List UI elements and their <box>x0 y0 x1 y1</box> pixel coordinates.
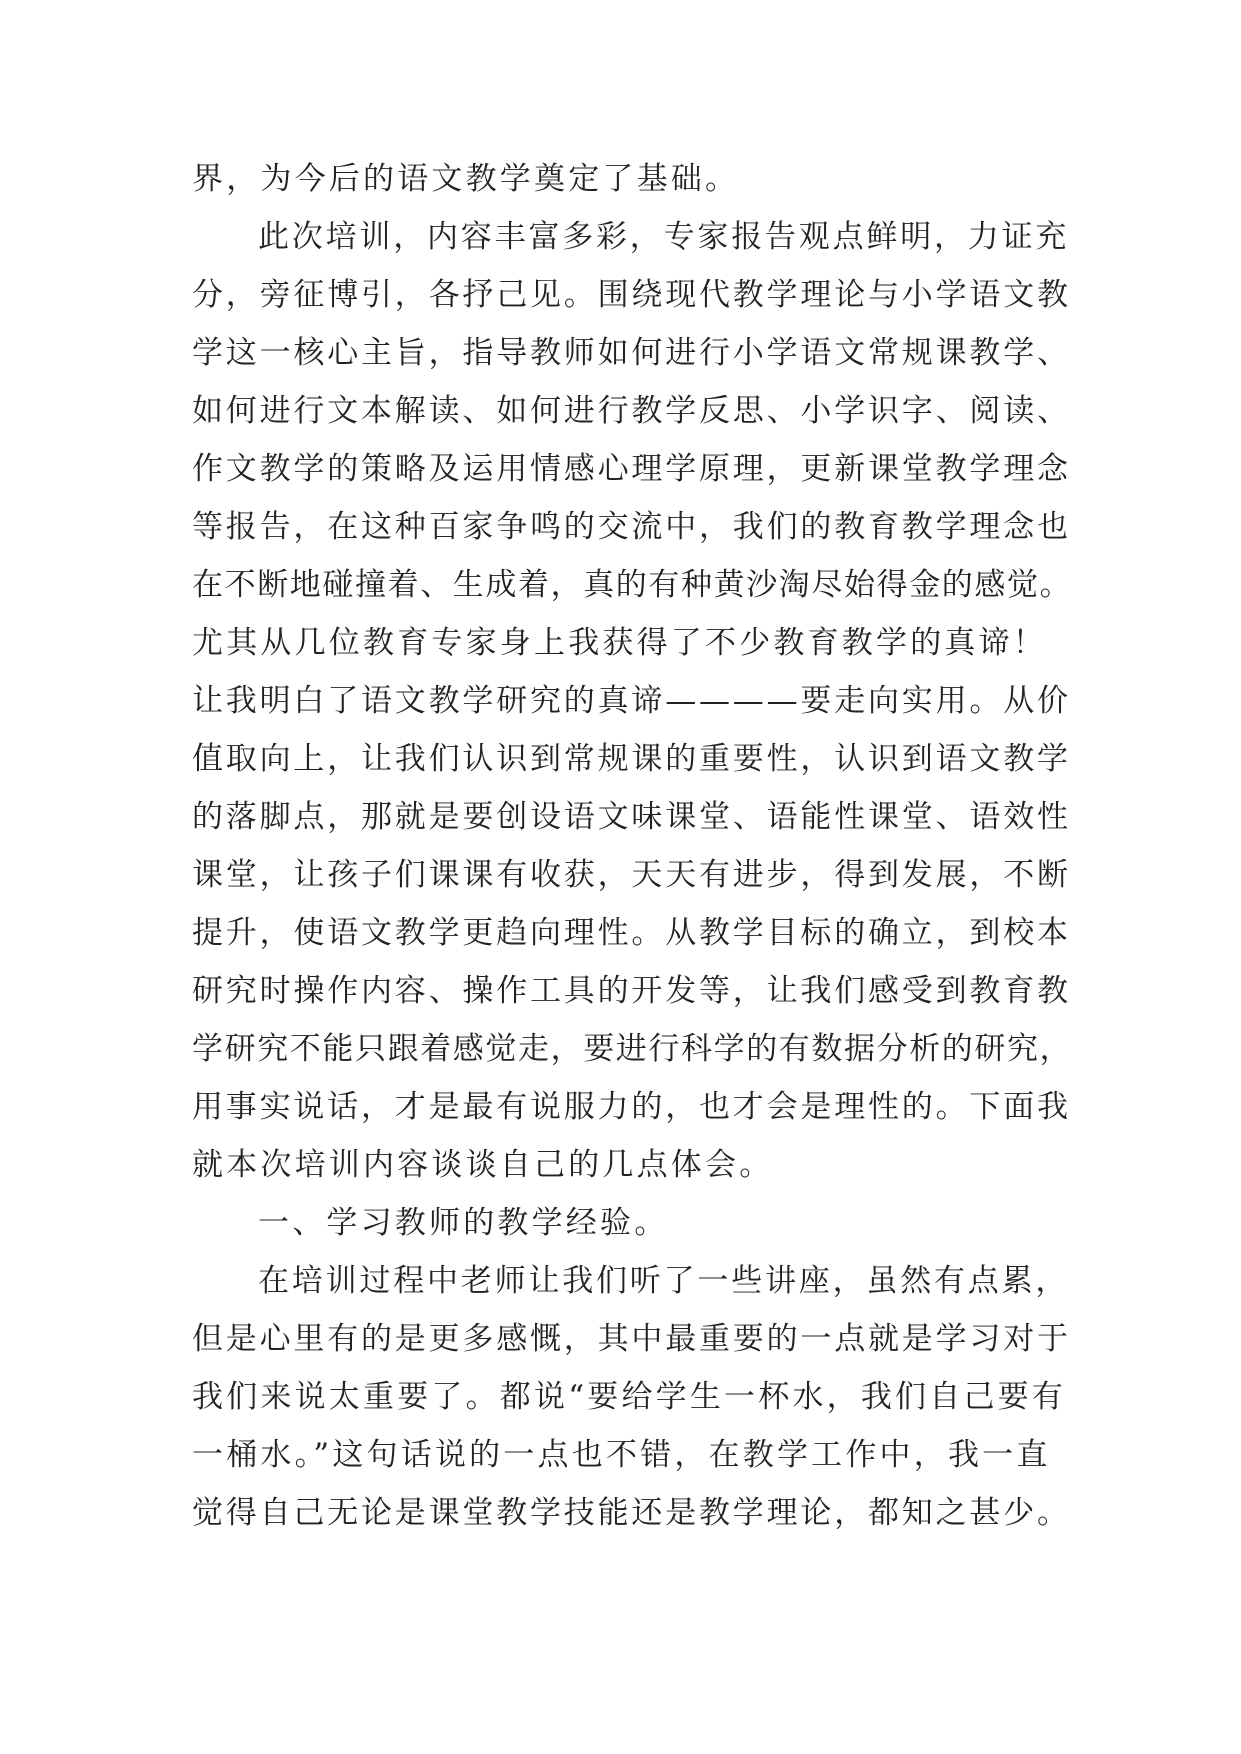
text-line: 的落脚点，那就是要创设语文味课堂、语能性课堂、语效性 <box>192 799 1071 835</box>
text-line: 值取向上，让我们认识到常规课的重要性，认识到语文教学 <box>192 741 1071 777</box>
text-line: 觉得自己无论是课堂教学技能还是教学理论，都知之甚少。 <box>192 1495 1071 1531</box>
section-heading: 一、学习教师的教学经验。 <box>258 1205 669 1241</box>
text-line: 研究时操作内容、操作工具的开发等，让我们感受到教育教 <box>192 973 1071 1009</box>
text-line: 尤其从几位教育专家身上我获得了不少教育教学的真谛！ <box>192 625 1047 661</box>
text-line: 分，旁征博引，各抒己见。围绕现代教学理论与小学语文教 <box>192 277 1071 313</box>
text-line: 我们来说太重要了。都说“要给学生一杯水，我们自己要有 <box>192 1379 1067 1415</box>
text-line: 就本次培训内容谈谈自己的几点体会。 <box>192 1147 774 1183</box>
text-line: 此次培训，内容丰富多彩，专家报告观点鲜明，力证充 <box>258 219 1070 255</box>
text-line: 界，为今后的语文教学奠定了基础。 <box>192 161 740 197</box>
text-line: 在不断地碰撞着、生成着，真的有种黄沙淘尽始得金的感觉。 <box>192 567 1073 603</box>
text-line: 但是心里有的是更多感慨，其中最重要的一点就是学习对于 <box>192 1321 1071 1357</box>
text-line: 等报告，在这种百家争鸣的交流中，我们的教育教学理念也 <box>192 509 1071 545</box>
text-line: 让我明白了语文教学研究的真谛————要走向实用。从价 <box>192 683 1071 719</box>
text-line: 一桶水。”这句话说的一点也不错，在教学工作中，我一直 <box>192 1437 1051 1473</box>
text-line: 如何进行文本解读、如何进行教学反思、小学识字、阅读、 <box>192 393 1071 429</box>
text-line: 用事实说话，才是最有说服力的，也才会是理性的。下面我 <box>192 1089 1071 1125</box>
text-line: 课堂，让孩子们课课有收获，天天有进步，得到发展，不断 <box>192 857 1071 893</box>
text-line: 作文教学的策略及运用情感心理学原理，更新课堂教学理念 <box>192 451 1071 487</box>
text-line: 在培训过程中老师让我们听了一些讲座，虽然有点累， <box>258 1263 1070 1299</box>
body-text <box>192 150 1072 1542</box>
text-line: 提升，使语文教学更趋向理性。从教学目标的确立，到校本 <box>192 915 1071 951</box>
text-line: 学这一核心主旨，指导教师如何进行小学语文常规课教学、 <box>192 335 1071 371</box>
text-line: 学研究不能只跟着感觉走，要进行科学的有数据分析的研究， <box>192 1031 1073 1067</box>
